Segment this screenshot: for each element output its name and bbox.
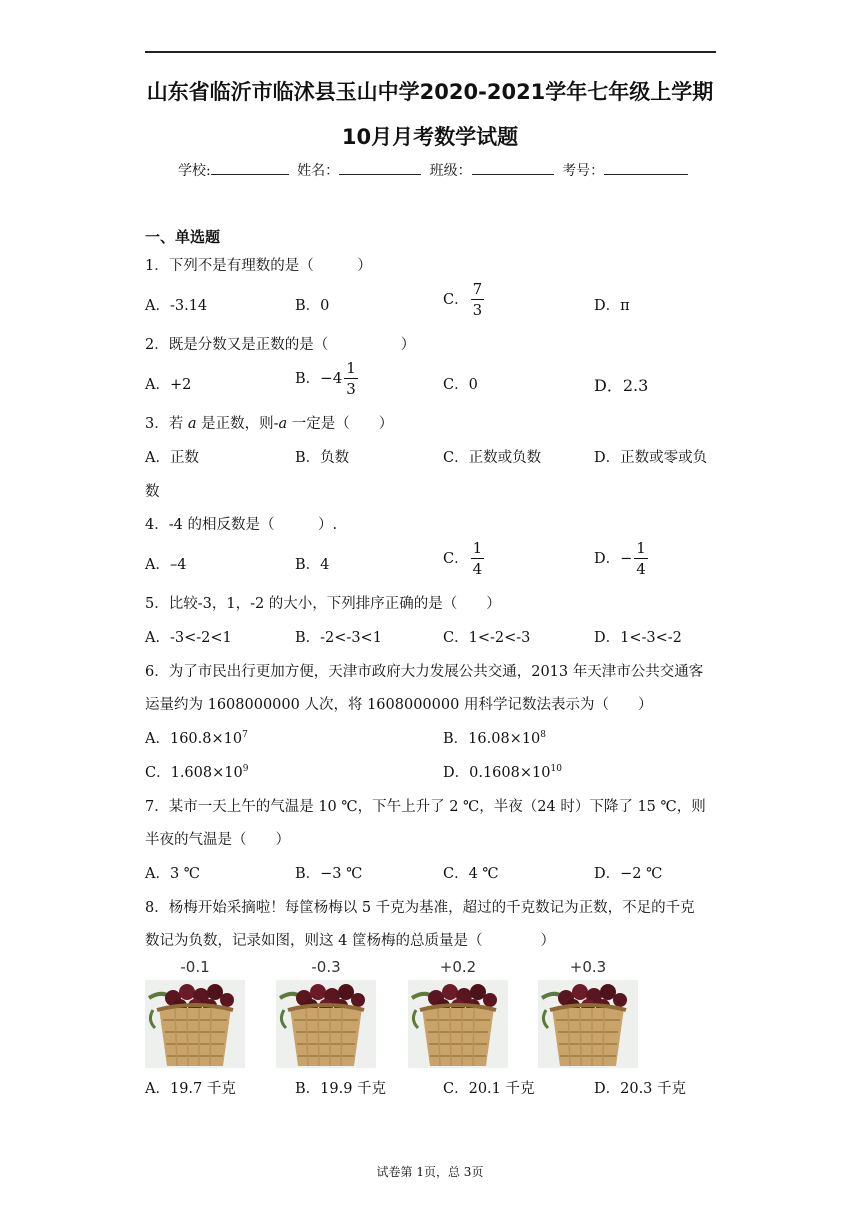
basket-label: -0.3 bbox=[311, 958, 341, 976]
q6-option-a-base: A．160.8×10 bbox=[145, 731, 243, 747]
q8-option-c: C．20.1 千克 bbox=[443, 1081, 535, 1097]
page-title-line1: 山东省临沂市临沭县玉山中学2020-2021学年七年级上学期 bbox=[146, 80, 714, 104]
name-label: 姓名： bbox=[297, 163, 340, 179]
q4-option-c-fraction bbox=[471, 541, 485, 577]
q6-option-a-exponent: 7 bbox=[242, 730, 248, 741]
basket-figure-1 bbox=[145, 958, 245, 1070]
q2-option-b-whole: −4 bbox=[320, 369, 343, 387]
q3-option-a: A．正数 bbox=[145, 450, 199, 466]
q4-option-c bbox=[443, 541, 484, 577]
q1-option-b: B．0 bbox=[295, 298, 330, 314]
question-3-stem bbox=[145, 412, 393, 433]
fraction-denominator: 4 bbox=[472, 560, 483, 578]
q1-option-a: A．-3.14 bbox=[145, 298, 208, 314]
question-7-stem-line2: 半夜的气温是（ ） bbox=[145, 832, 290, 848]
exam-no-blank bbox=[604, 162, 688, 175]
fraction-denominator: 3 bbox=[472, 301, 483, 319]
q3-option-d-wrap: 数 bbox=[145, 484, 160, 500]
q2-option-b-fraction bbox=[344, 361, 358, 397]
basket-icon bbox=[538, 980, 638, 1068]
q5-option-c: C．1<-2<-3 bbox=[443, 630, 531, 646]
fraction-numerator: 1 bbox=[346, 359, 356, 377]
q7-option-c: C．4 ℃ bbox=[443, 866, 499, 882]
q4-option-a: A．–4 bbox=[145, 557, 187, 573]
name-blank bbox=[339, 162, 421, 175]
q2-option-c: C．0 bbox=[443, 377, 478, 393]
q1-option-c bbox=[443, 282, 484, 318]
q8-option-b: B．19.9 千克 bbox=[295, 1081, 387, 1097]
q7-option-b: B．−3 ℃ bbox=[295, 866, 363, 882]
q1-option-d: D．π bbox=[594, 298, 630, 314]
q5-option-d: D．1<-3<-2 bbox=[594, 630, 682, 646]
q3-variable-a: a bbox=[278, 416, 288, 432]
q6-option-b bbox=[443, 727, 546, 748]
q2-option-b-prefix: B． bbox=[295, 371, 321, 387]
basket-icon bbox=[276, 980, 376, 1068]
exam-no-label: 考号： bbox=[562, 163, 605, 179]
basket-label: -0.1 bbox=[180, 958, 210, 976]
basket-figure-2 bbox=[276, 958, 376, 1070]
fraction-numerator: 7 bbox=[472, 280, 483, 298]
q8-option-a: A．19.7 千克 bbox=[145, 1081, 236, 1097]
fraction-numerator: 1 bbox=[472, 539, 483, 557]
q1-option-c-fraction bbox=[471, 282, 485, 318]
question-1-stem: 1．下列不是有理数的是（ ） bbox=[145, 258, 372, 274]
q6-option-c bbox=[145, 761, 248, 782]
q3-variable-a: a bbox=[187, 416, 197, 432]
q3-stem-mid: 是正数，则- bbox=[196, 416, 279, 432]
q3-option-d: D．正数或零或负 bbox=[594, 450, 708, 466]
q8-option-d: D．20.3 千克 bbox=[594, 1081, 687, 1097]
q3-stem-pre: 3．若 bbox=[145, 416, 188, 432]
basket-icon bbox=[145, 980, 245, 1068]
section-title: 一、单选题 bbox=[145, 228, 221, 246]
question-6-stem-line2: 运量约为 1608000000 人次，将 1608000000 用科学记数法表示为（ ） bbox=[145, 697, 653, 713]
basket-label: +0.3 bbox=[569, 958, 607, 976]
q6-option-c-exponent: 9 bbox=[242, 764, 249, 775]
q4-option-d-prefix: D．− bbox=[594, 551, 633, 567]
q3-stem-post: 一定是（ ） bbox=[287, 416, 394, 432]
question-2-stem: 2．既是分数又是正数的是（ ） bbox=[145, 337, 416, 353]
q6-option-a bbox=[145, 727, 248, 748]
fraction-numerator: 1 bbox=[636, 539, 646, 557]
q7-option-d: D．−2 ℃ bbox=[594, 866, 663, 882]
basket-figure-4 bbox=[538, 958, 638, 1070]
q4-option-d-fraction bbox=[634, 541, 648, 577]
school-blank bbox=[211, 162, 289, 175]
header-rule bbox=[145, 51, 716, 53]
question-8-stem-line1: 8．杨梅开始采摘啦！每筐杨梅以 5 千克为基准，超过的千克数记为正数，不足的千克 bbox=[145, 900, 695, 916]
class-blank bbox=[472, 162, 554, 175]
q2-option-d: D．2.3 bbox=[594, 376, 649, 395]
page-title-line2: 10月月考数学试题 bbox=[341, 125, 519, 149]
q6-option-d bbox=[443, 761, 562, 782]
q7-option-a: A．3 ℃ bbox=[145, 866, 201, 882]
fraction-denominator: 4 bbox=[636, 560, 646, 578]
basket-figure-3 bbox=[408, 958, 508, 1070]
basket-icon bbox=[408, 980, 508, 1068]
q4-option-d bbox=[594, 541, 648, 577]
student-info-row bbox=[178, 160, 688, 180]
q6-option-c-base: C．1.608×10 bbox=[145, 765, 243, 781]
school-label: 学校: bbox=[178, 163, 211, 179]
question-5-stem: 5．比较-3，1，-2 的大小，下列排序正确的是（ ） bbox=[145, 596, 501, 612]
class-label: 班级： bbox=[429, 163, 472, 179]
q4-option-b: B．4 bbox=[295, 557, 330, 573]
question-7-stem-line1: 7．某市一天上午的气温是 10 ℃，下午上升了 2 ℃，半夜（24 时）下降了 15 ℃，则 bbox=[145, 799, 706, 815]
question-8-stem-line2: 数记为负数，记录如图，则这 4 筐杨梅的总质量是（ ） bbox=[145, 933, 555, 949]
question-6-stem-line1: 6．为了市民出行更加方便，天津市政府大力发展公共交通，2013 年天津市公共交通客 bbox=[145, 664, 704, 680]
q2-option-b bbox=[295, 361, 358, 397]
q2-option-a: A．+2 bbox=[145, 377, 192, 393]
q6-option-b-exponent: 8 bbox=[540, 730, 547, 741]
q6-option-d-base: D．0.1608×10 bbox=[443, 765, 551, 781]
basket-label: +0.2 bbox=[439, 958, 477, 976]
q6-option-b-base: B．16.08×10 bbox=[443, 731, 541, 747]
fraction-denominator: 3 bbox=[346, 380, 356, 398]
q3-option-b: B．负数 bbox=[295, 450, 350, 466]
question-4-stem: 4．-4 的相反数是（ ）. bbox=[145, 517, 338, 533]
q5-option-b: B．-2<-3<1 bbox=[295, 630, 382, 646]
page-footer: 试卷第 1页，总 3页 bbox=[376, 1165, 484, 1179]
q1-option-c-prefix: C． bbox=[443, 292, 469, 308]
q6-option-d-exponent: 10 bbox=[550, 764, 562, 775]
q3-option-c: C．正数或负数 bbox=[443, 450, 542, 466]
q5-option-a: A．-3<-2<1 bbox=[145, 630, 232, 646]
q4-option-c-prefix: C． bbox=[443, 551, 469, 567]
